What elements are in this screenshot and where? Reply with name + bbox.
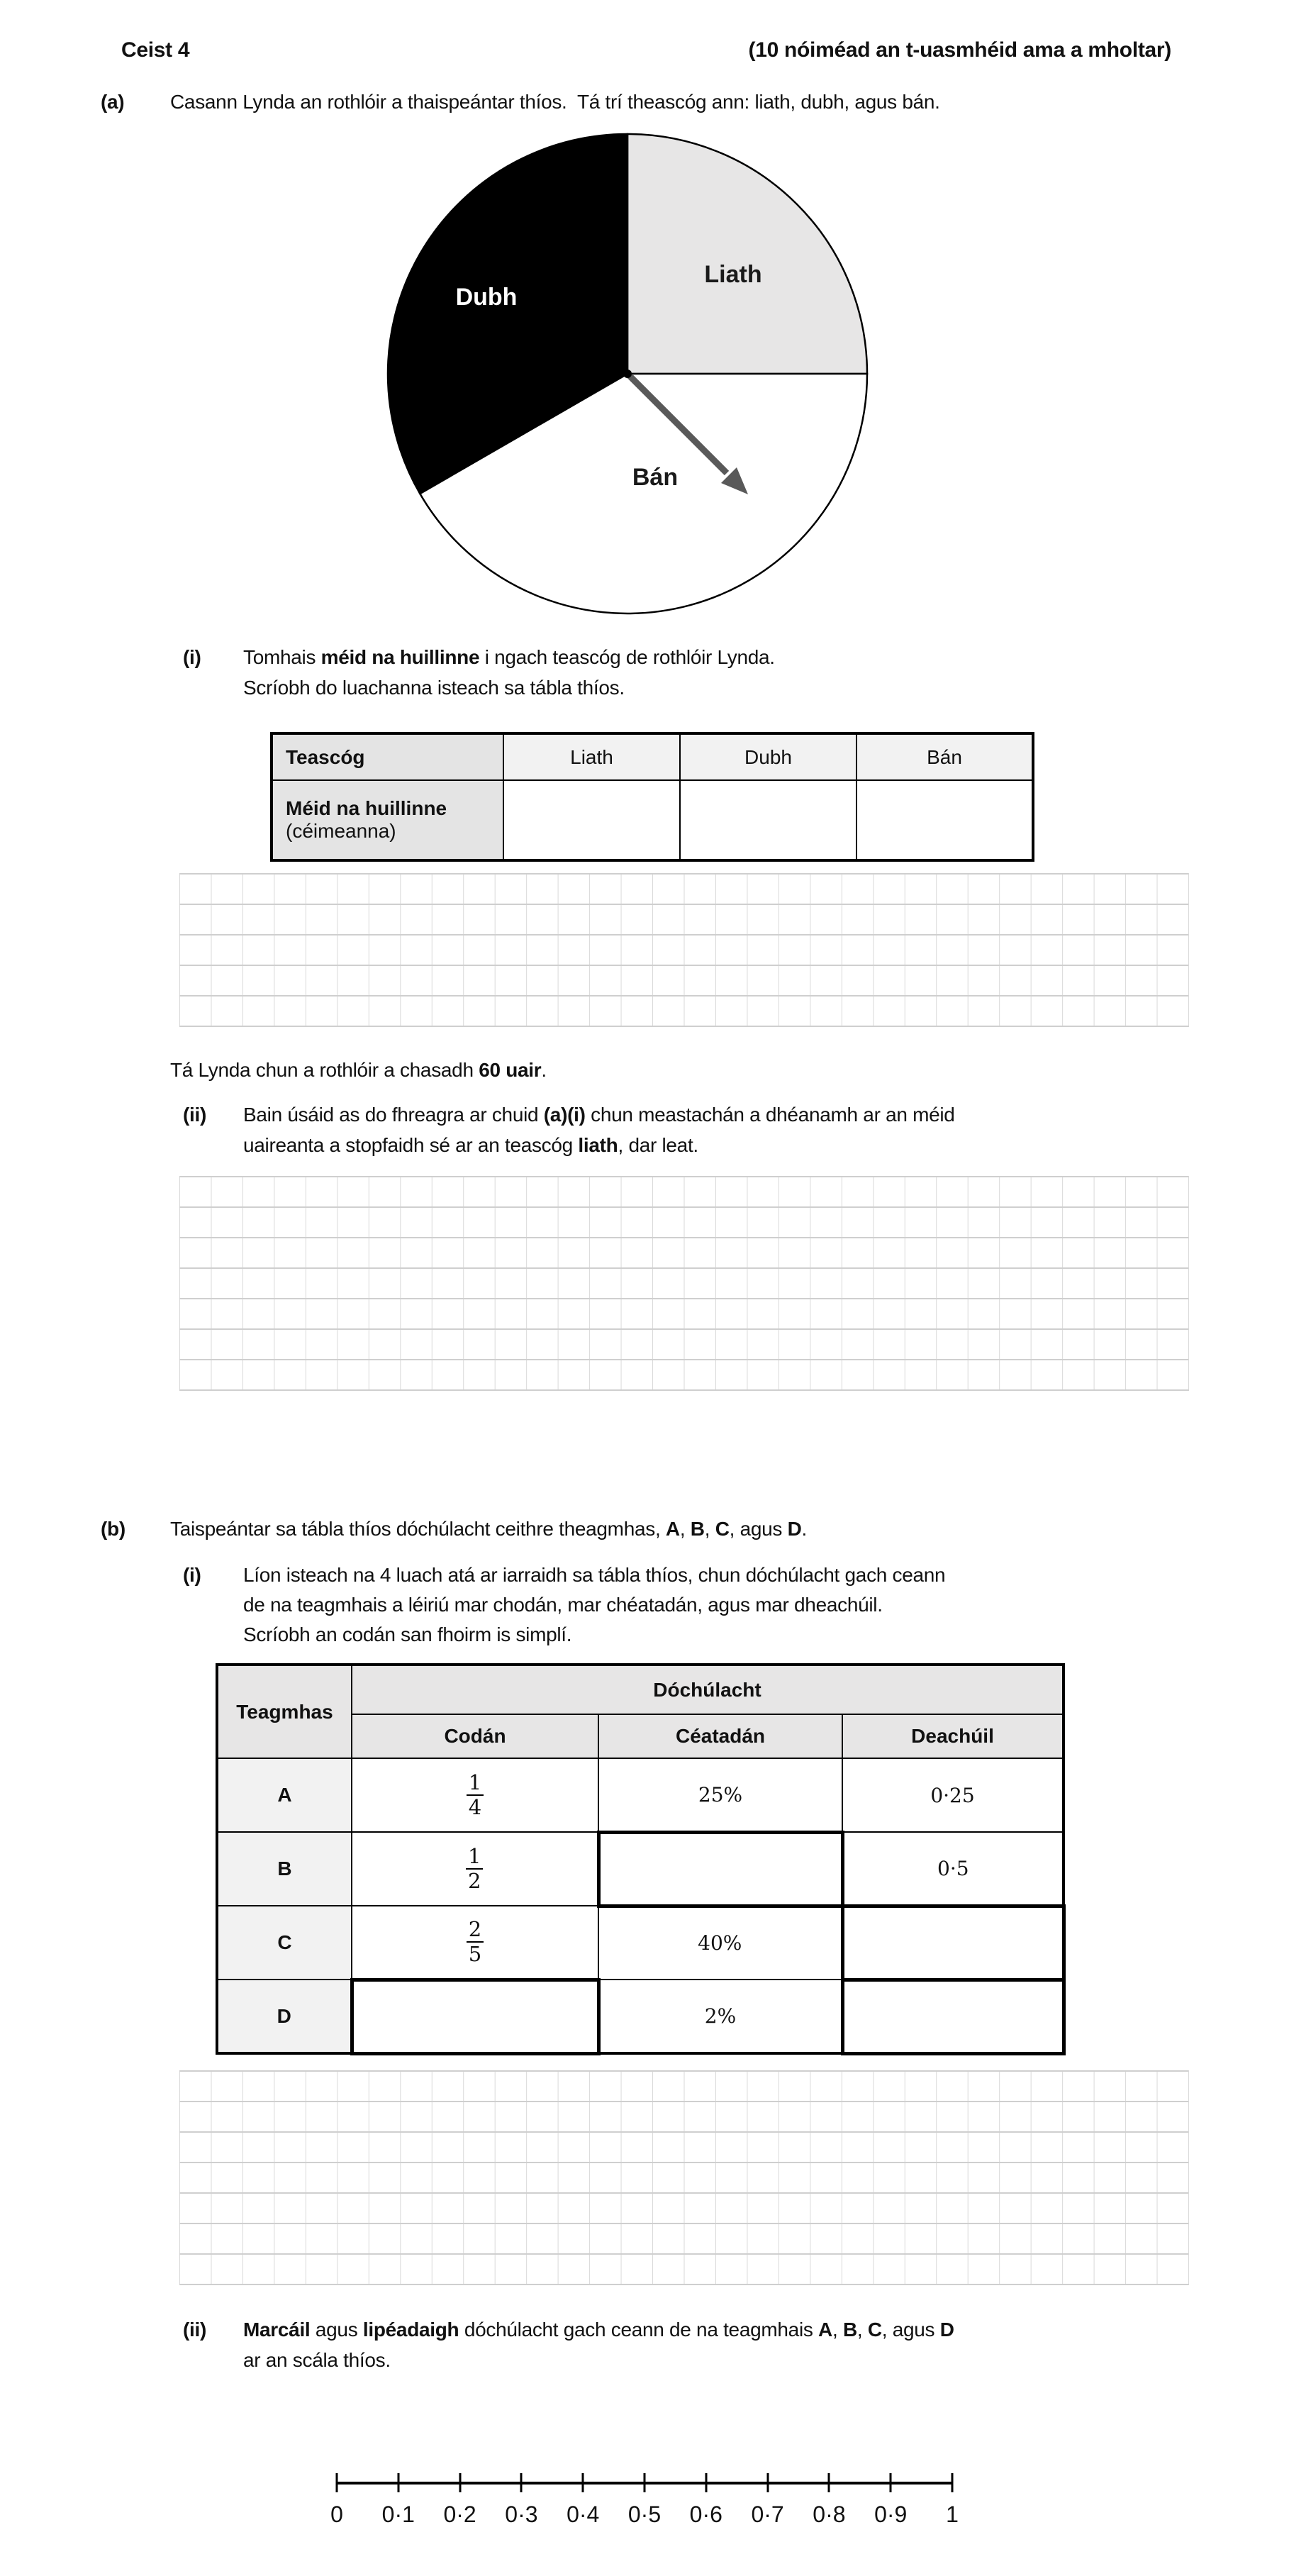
probability-scale xyxy=(330,2473,959,2537)
fraction-c xyxy=(352,1906,598,1980)
prob-header-ceatadan: Céatadán xyxy=(598,1714,842,1758)
part-a-i-label: (i) xyxy=(183,646,201,668)
tick-mark-6 xyxy=(705,2473,707,2492)
tick-mark-3 xyxy=(520,2473,523,2492)
part-a-label: (a) xyxy=(101,91,125,113)
worksheet-grid-2 xyxy=(179,1176,1189,1391)
part-b-i-line1: Líon isteach na 4 luach atá ar iarraidh sa tábla thíos, chun dóchúlacht gach ceann xyxy=(243,1564,946,1586)
answer-box-decimal-c xyxy=(842,1906,1064,1980)
fraction-b-num: 1 xyxy=(468,1843,481,1868)
fraction-b-value xyxy=(466,1845,483,1894)
fraction-a-den: 4 xyxy=(467,1794,484,1819)
part-b-ii-line2: ar an scála thíos. xyxy=(243,2349,391,2371)
percent-c: 40% xyxy=(598,1906,842,1980)
decimal-a: 0·25 xyxy=(842,1758,1064,1832)
part-b-i-line3: Scríobh an codán san fhoirm is simplí. xyxy=(243,1623,572,1645)
worksheet-grid-1 xyxy=(179,873,1189,1027)
part-a-i-line2: Scríobh do luachanna isteach sa tábla thíos. xyxy=(243,677,625,699)
tick-mark-7 xyxy=(766,2473,769,2492)
probability-table xyxy=(216,1663,1066,2055)
tick-mark-0 xyxy=(336,2473,338,2492)
tick-mark-10 xyxy=(952,2473,954,2492)
time-note: (10 nóiméad an t-uasmhéid ama a mholtar) xyxy=(748,38,1171,62)
fraction-a-value xyxy=(467,1771,484,1820)
answer-cell-liath xyxy=(503,780,680,860)
fraction-a xyxy=(352,1758,598,1832)
angle-table xyxy=(270,732,1034,862)
tick-mark-5 xyxy=(644,2473,646,2492)
spins-note: Tá Lynda chun a rothlóir a chasadh 60 uair. xyxy=(170,1059,547,1081)
spinner-label-dubh: Dubh xyxy=(455,283,518,311)
percent-a: 25% xyxy=(598,1758,842,1832)
answer-cell-dubh xyxy=(680,780,856,860)
event-c: C xyxy=(217,1906,352,1980)
sector-liath xyxy=(627,134,867,374)
part-b-label: (b) xyxy=(101,1518,125,1540)
tick-label-4: 0·4 xyxy=(567,2502,600,2527)
part-a-ii-line2: uaireanta a stopfaidh sé ar an teascóg liath, dar leat. xyxy=(243,1134,698,1156)
tick-mark-1 xyxy=(397,2473,399,2492)
prob-header-codan: Codán xyxy=(352,1714,598,1758)
answer-box-percent-b xyxy=(598,1832,842,1906)
angle-table-header-liath: Liath xyxy=(503,733,680,780)
part-b-ii-label: (ii) xyxy=(183,2319,207,2341)
fraction-c-value xyxy=(467,1918,484,1967)
worksheet-grid-3 xyxy=(179,2070,1189,2285)
angle-table-row-label xyxy=(272,780,503,860)
part-a-ii-label: (ii) xyxy=(183,1104,207,1126)
angle-row-label-note: (céimeanna) xyxy=(286,820,396,842)
spinner-label-ban: Bán xyxy=(632,463,679,491)
tick-label-6: 0·6 xyxy=(689,2502,722,2527)
tick-label-8: 0·8 xyxy=(813,2502,846,2527)
fraction-b xyxy=(352,1832,598,1906)
part-b-intro: Taispeántar sa tábla thíos dóchúlacht ceithre theagmhas, A, B, C, agus D. xyxy=(170,1518,807,1540)
prob-table-group-header: Dóchúlacht xyxy=(352,1665,1064,1714)
tick-label-10: 1 xyxy=(946,2502,959,2527)
tick-label-7: 0·7 xyxy=(751,2502,784,2527)
prob-table-corner: Teagmhas xyxy=(217,1665,352,1758)
spinner-center-dot xyxy=(623,370,632,378)
prob-header-deachuil: Deachúil xyxy=(842,1714,1064,1758)
part-b-i-line2: de na teagmhais a léiriú mar chodán, mar chéatadán, agus mar dheachúil. xyxy=(243,1594,883,1616)
fraction-a-num: 1 xyxy=(468,1770,482,1794)
fraction-b-den: 2 xyxy=(466,1868,483,1893)
tick-label-9: 0·9 xyxy=(874,2502,908,2527)
spinner-pie xyxy=(372,118,883,629)
tick-mark-9 xyxy=(890,2473,892,2492)
tick-label-0: 0 xyxy=(330,2502,343,2527)
answer-box-decimal-d xyxy=(842,1980,1064,2053)
part-a-intro: Casann Lynda an rothlóir a thaispeántar thíos. Tá trí theascóg ann: liath, dubh, agus bán. xyxy=(170,91,940,113)
tick-label-2: 0·2 xyxy=(443,2502,476,2527)
part-a-ii-line1: Bain úsáid as do fhreagra ar chuid (a)(i) chun meastachán a dhéanamh ar an méid xyxy=(243,1104,955,1126)
answer-box-fraction-d xyxy=(352,1980,598,2053)
decimal-b: 0·5 xyxy=(842,1832,1064,1906)
tick-label-5: 0·5 xyxy=(627,2502,662,2527)
part-b-ii-line1: Marcáil agus lipéadaigh dóchúlacht gach ceann de na teagmhais A, B, C, agus D xyxy=(243,2319,954,2341)
part-a-i-line1: Tomhais méid na huillinne i ngach teascóg de rothlóir Lynda. xyxy=(243,646,775,668)
fraction-c-den: 5 xyxy=(467,1941,484,1966)
tick-label-3: 0·3 xyxy=(505,2502,538,2527)
angle-table-corner: Teascóg xyxy=(272,733,503,780)
part-b-i-label: (i) xyxy=(183,1564,201,1586)
tick-label-1: 0·1 xyxy=(381,2502,415,2527)
spinner-label-liath: Liath xyxy=(704,260,762,288)
angle-row-label-main: Méid na huillinne xyxy=(286,797,447,819)
answer-cell-ban xyxy=(856,780,1033,860)
tick-mark-8 xyxy=(828,2473,830,2492)
event-a: A xyxy=(217,1758,352,1832)
angle-table-header-ban: Bán xyxy=(856,733,1033,780)
event-d: D xyxy=(217,1980,352,2053)
tick-mark-4 xyxy=(582,2473,584,2492)
angle-table-header-dubh: Dubh xyxy=(680,733,856,780)
question-number: Ceist 4 xyxy=(121,38,190,62)
percent-d: 2% xyxy=(598,1980,842,2053)
tick-mark-2 xyxy=(459,2473,461,2492)
event-b: B xyxy=(217,1832,352,1906)
fraction-c-num: 2 xyxy=(468,1916,482,1941)
